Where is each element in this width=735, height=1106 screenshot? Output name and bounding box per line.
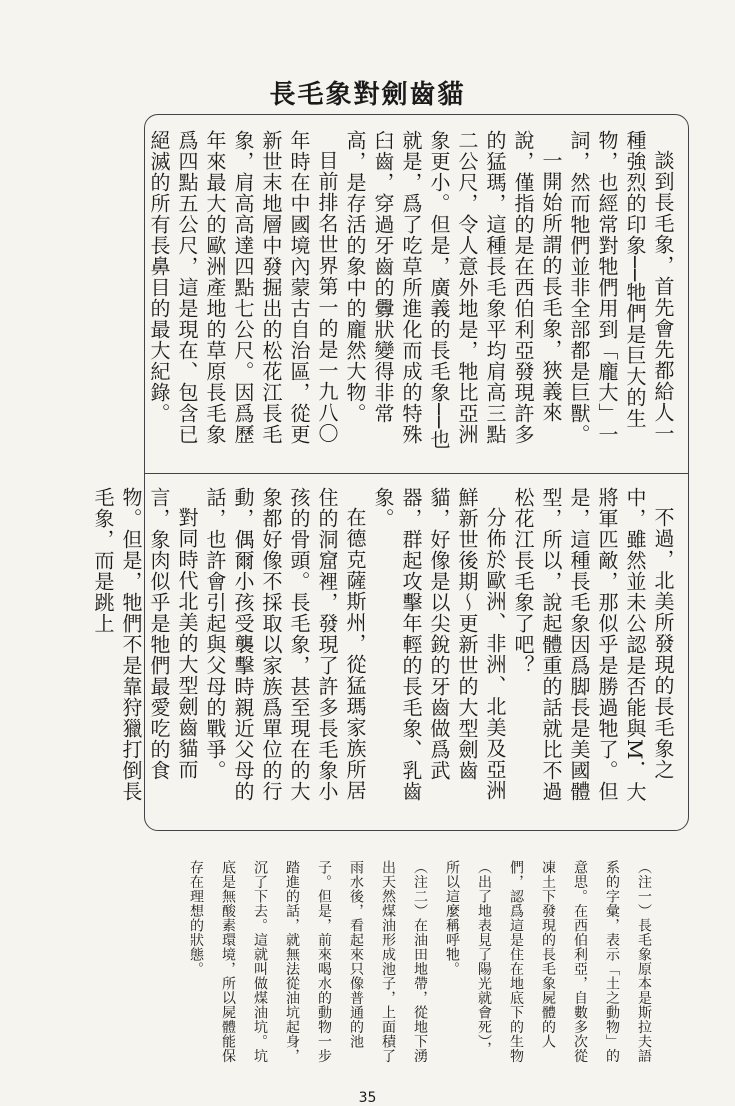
footnotes [180,860,660,1070]
paragraph: 對同時代北美的大型劍齒貓而言，象肉似乎是牠們最愛吃的食物。但是，牠們不是靠狩獵打倒長毛象，而是跳上 [91,487,199,802]
page-title: 長毛象對劍齒貓 [269,80,466,110]
paragraph: 分佈於歐洲、非洲、北美及亞洲鮮新世後期～更新世的大型劍齒貓，好像是以尖銳的牙齒做爲武器，群起攻擊年輕的長毛象、乳齒象。 [371,487,507,802]
top-section [147,130,677,464]
footnote: （注一）長毛象原本是斯拉夫語系的字彙，表示「土之動物」的意思。在西伯利亞，自數多次從凍土下發現的長毛象屍體的人們，認爲這是住在地底下的生物（出了地表見了陽光就會死），所以這麼稱呼牠。 [444,860,652,1063]
footnote: （注二）在油田地帶，從地下湧出天然煤油形成池子，上面積了雨水後，看起來只像普通的池子。但是，前來喝水的動物一步踏進的話，就無法從油坑起身，沉了下去。這就叫做煤油坑。坑底是無酸素環境，所以屍體能保存在理想的狀態。 [188,860,428,1063]
page-number: 35 [358,1090,377,1106]
text-box-divider [144,473,689,474]
paragraph: 一開始所謂的長毛象，狹義來說，僅指的是在西伯利亞發現許多的猛瑪，這種長毛象平均肩高三點二公尺，令人意外地是，牠比亞洲象更小。但是，廣義的長毛象──也就是，爲了吃草所進化而成的特殊臼齒，穿過牙齒的釁狀變得非常高，是存活的象中的龐然大物。 [343,130,563,451]
paragraph: 在德克薩斯州，從猛瑪家族所居住的洞窟裡，發現了許多長毛象小孩的骨頭。長毛象，甚至現在的大象都好像不採取以家族爲單位的行動，偶爾小孩受襲擊時親近父母的話，也許會引起與父母的戰爭。 [203,487,367,802]
paragraph: 目前排名世界第一的是一九八〇年時在中國境內蒙古自治區，從更新世末地層中發掘出的松花江長毛象，肩高高達四點七公尺。因爲歷年來最大的歐洲產地的草原長毛象爲四點五公尺，這是現在、包含已絕滅的所有長鼻目的最大紀錄。 [147,130,339,445]
bottom-section [91,487,677,821]
paragraph: 談到長毛象，首先會先都給人一種強烈的印象──牠們是巨大的生物，也經常對牠們用到「龐大」一詞，然而牠們並非全部都是巨獸。 [567,130,675,445]
paragraph: 不過，北美所發現的長毛象之中，雖然並未公認是否能與M．大將軍匹敵，那似乎是勝過牠了。但是，這種長毛象因爲脚長是美國體型，所以，說起體重的話就比不過松花江長毛象了吧？ [511,487,675,803]
